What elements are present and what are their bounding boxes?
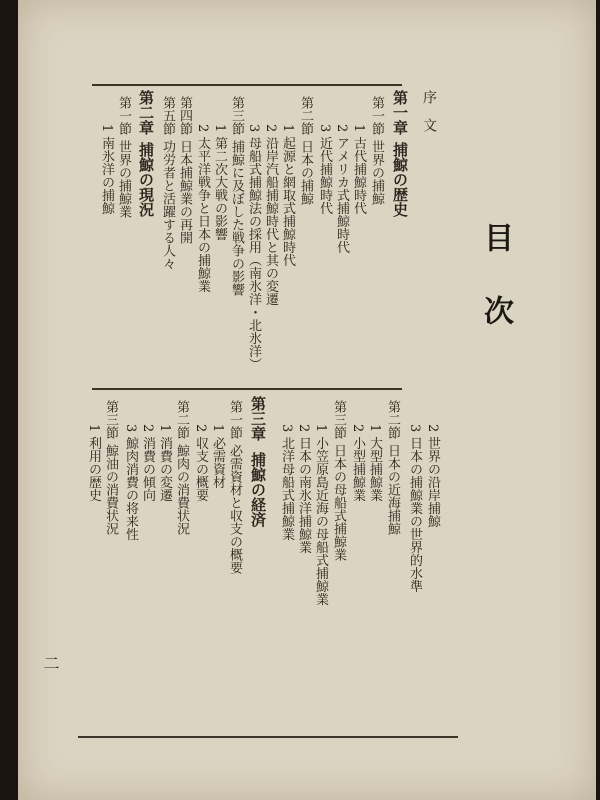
- ch2-sec2-title: 日本の近海捕鯨: [385, 444, 400, 535]
- ch3-sec2-title: 鯨肉の消費状況: [174, 444, 189, 535]
- ch1-sec2-item2: 2 沿岸汽船捕鯨時代と其の変遷: [263, 124, 278, 306]
- page-number: 二: [41, 655, 60, 671]
- bottom-rule: [78, 736, 458, 738]
- ch3-sec3-label: 第三節: [103, 400, 118, 439]
- ch2-sec2-item1: 1 大型捕鯨業: [367, 424, 382, 502]
- ch1-sec2-item1: 1 起源と網取式捕鯨時代: [280, 124, 295, 267]
- ch2-sec1-title: 世界の捕鯨業: [116, 140, 131, 218]
- ch1-sec3-sub1: 1 第二次大戦の影響: [212, 124, 227, 241]
- ch2-sec3-label: 第三節: [331, 400, 346, 439]
- ch2-sec1-item3: 3 日本の捕鯨業の世界的水準: [407, 424, 422, 593]
- ch1-sec1-item3: 3 近代捕鯨時代: [317, 124, 332, 215]
- intro: 序 文: [421, 90, 437, 132]
- ch2-sec2-label: 第二節: [385, 400, 400, 439]
- ch1-sec1-item1: 1 古代捕鯨時代: [351, 124, 366, 215]
- ch2-sec3-item2: 2 日本の南氷洋捕鯨業: [296, 424, 311, 554]
- ch1-sec4-title: 日本捕鯨業の再開: [177, 140, 192, 244]
- ch2-sec2-item2: 2 小型捕鯨業: [350, 424, 365, 502]
- ch1-sec4-label: 第四節: [177, 96, 192, 135]
- ch2-sec1-item2: 2 世界の沿岸捕鯨: [425, 424, 440, 528]
- top-rule: [92, 84, 402, 86]
- chapter3-title: 捕鯨の経済: [249, 452, 267, 527]
- ch1-sec5-label: 第五節: [160, 96, 175, 135]
- ch2-sec3-title: 日本の母船式捕鯨業: [331, 444, 346, 561]
- ch3-sec2-item3: 3 鯨肉消費の将来性: [123, 424, 138, 541]
- ch3-sec3-title: 鯨油の消費状況: [103, 444, 118, 535]
- ch2-sec1-item1: 1 南氷洋の捕鯨: [99, 124, 114, 215]
- ch2-sec1-label: 第一節: [116, 96, 131, 135]
- ch1-sec1-label: 第一節: [369, 96, 384, 135]
- ch3-sec2-label: 第二節: [174, 400, 189, 439]
- chapter2-label: 第二章: [137, 90, 155, 135]
- toc-title-moku: 目: [478, 222, 513, 252]
- ch3-sec1-item1: 1 必需資材: [210, 424, 225, 489]
- chapter1-label: 第一章: [391, 90, 409, 135]
- ch1-sec3-item3: 3 母船式捕鯨法の採用（南氷洋・北氷洋）: [246, 124, 261, 371]
- ch1-sec1-item2: 2 アメリカ式捕鯨時代: [334, 124, 349, 254]
- chapter2-title: 捕鯨の現況: [137, 142, 155, 217]
- ch3-sec3-item1: 1 利用の歴史: [86, 424, 101, 502]
- ch2-sec3-item3: 3 北洋母船式捕鯨業: [279, 424, 294, 541]
- book-page: [18, 0, 596, 800]
- toc-title-tsugi: 次: [478, 295, 513, 325]
- ch3-sec2-item1: 1 消費の変遷: [157, 424, 172, 502]
- ch3-sec1-label: 第一節: [227, 400, 242, 439]
- ch2-sec3-item1: 1 小笠原島近海の母船式捕鯨業: [313, 424, 328, 606]
- ch1-sec3-title: 捕鯨に及ぼした戦争の影響: [229, 140, 244, 296]
- ch1-sec3-sub2: 2 太平洋戦争と日本の捕鯨業: [195, 124, 210, 293]
- ch1-sec1-title: 世界の捕鯨: [369, 140, 384, 205]
- ch1-sec2-label: 第二節: [298, 96, 313, 135]
- ch1-sec3-label: 第三節: [229, 96, 244, 135]
- ch1-sec2-title: 日本の捕鯨: [298, 140, 313, 205]
- chapter1-title: 捕鯨の歴史: [391, 142, 409, 217]
- ch3-sec1-item2: 2 収支の概要: [193, 424, 208, 502]
- ch1-sec5-title: 功労者と活躍する人々: [160, 140, 175, 270]
- top-bottom-rule: [92, 388, 402, 390]
- ch3-sec2-item2: 2 消費の傾向: [140, 424, 155, 502]
- chapter3-label: 第三章: [249, 396, 267, 441]
- ch3-sec1-title: 必需資材と収支の概要: [227, 444, 242, 574]
